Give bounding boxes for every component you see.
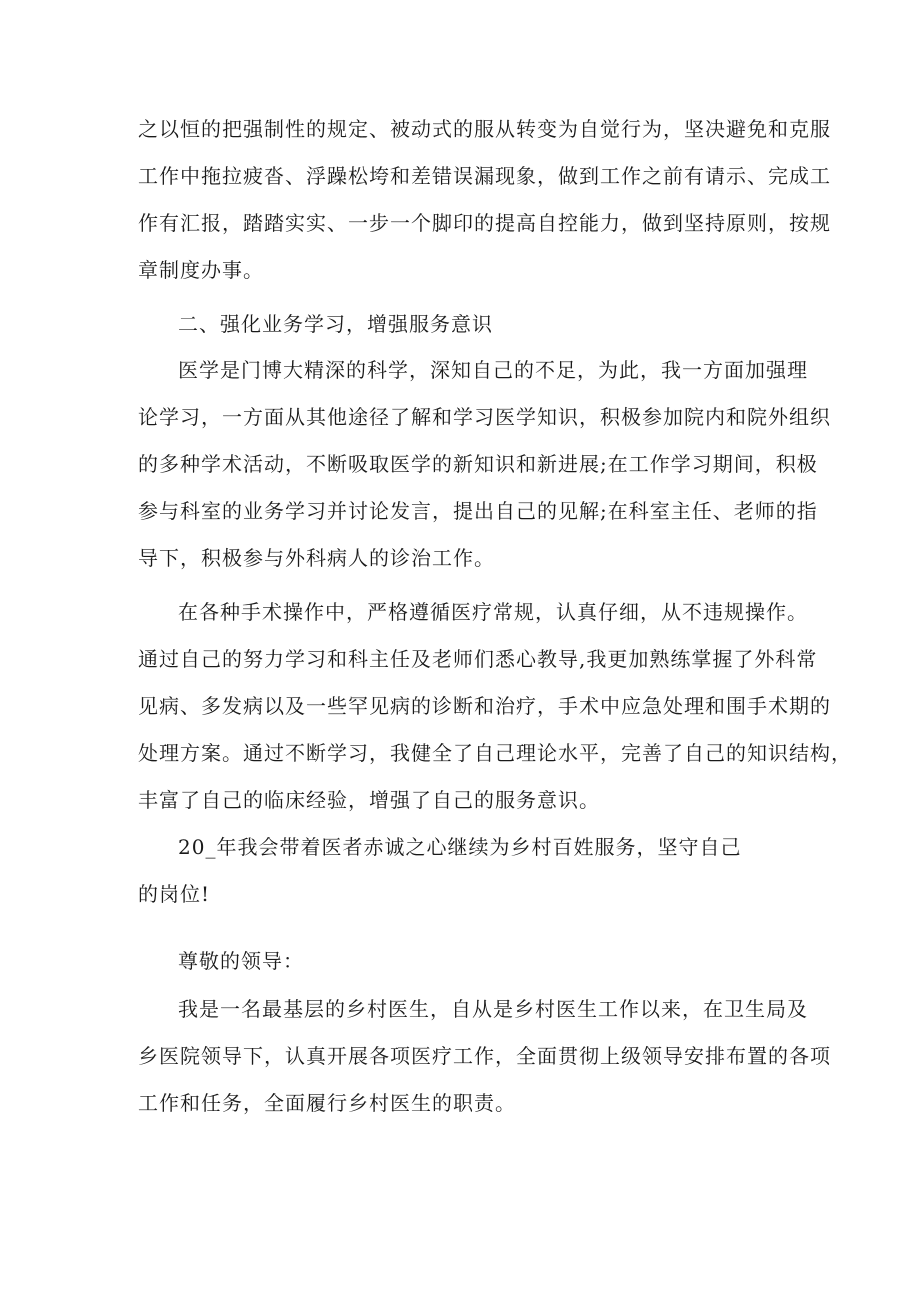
text-line: 通过自己的努力学习和科主任及老师们悉心教导,我更加熟练掌握了外科常 (138, 647, 818, 671)
text-line: 处理方案。通过不断学习，我健全了自己理论水平，完善了自己的知识结构， (138, 741, 852, 765)
section-heading-2 (138, 301, 792, 348)
section-heading-text: 二、强化业务学习，增强服务意识 (178, 312, 493, 336)
salutation-text: 尊敬的领导： (178, 949, 304, 973)
text-line: 之以恒的把强制性的规定、被动式的服从转变为自觉行为，坚决避免和克服 (138, 117, 831, 141)
text-line: 丰富了自己的临床经验，增强了自己的服务意识。 (138, 788, 600, 812)
text-line: 章制度办事。 (138, 258, 264, 282)
text-line: 作有汇报，踏踏实实、一步一个脚印的提高自控能力，做到坚持原则，按规 (138, 211, 831, 235)
text-line: 参与科室的业务学习并讨论发言，提出自己的见解;在科室主任、老师的指 (138, 499, 818, 523)
text-line: 的多种学术活动，不断吸取医学的新知识和新进展;在工作学习期间，积极 (138, 452, 818, 476)
paragraph-introduction (138, 986, 831, 1127)
text-line: 见病、多发病以及一些罕见病的诊断和治疗，手术中应急处理和围手术期的 (138, 694, 831, 718)
salutation (138, 938, 792, 985)
paragraph-year-pledge (138, 824, 792, 918)
text-line: 我是一名最基层的乡村医生，自从是乡村医生工作以来，在卫生局及 (178, 997, 808, 1021)
paragraph-study-medicine (138, 347, 831, 582)
text-line: 的岗位! (138, 882, 211, 906)
text-line: 在各种手术操作中，严格遵循医疗常规，认真仔细，从不违规操作。 (178, 600, 808, 624)
text-line: 乡医院领导下，认真开展各项医疗工作，全面贯彻上级领导安排布置的各项 (138, 1044, 831, 1068)
text-line: 导下，积极参与外科病人的诊治工作。 (138, 546, 495, 570)
text-line: 工作和任务，全面履行乡村医生的职责。 (138, 1091, 516, 1115)
text-line: 20_年我会带着医者赤诚之心继续为乡村百姓服务，坚守自己 (178, 835, 742, 859)
paragraph-self-discipline (138, 106, 831, 294)
paragraph-surgery-practice (138, 589, 852, 824)
text-line: 论学习，一方面从其他途径了解和学习医学知识，积极参加院内和院外组织 (138, 405, 831, 429)
text-line: 工作中拖拉疲沓、浮躁松垮和差错误漏现象，做到工作之前有请示、完成工 (138, 164, 831, 188)
text-line: 医学是门博大精深的科学，深知自己的不足，为此，我一方面加强理 (178, 358, 808, 382)
